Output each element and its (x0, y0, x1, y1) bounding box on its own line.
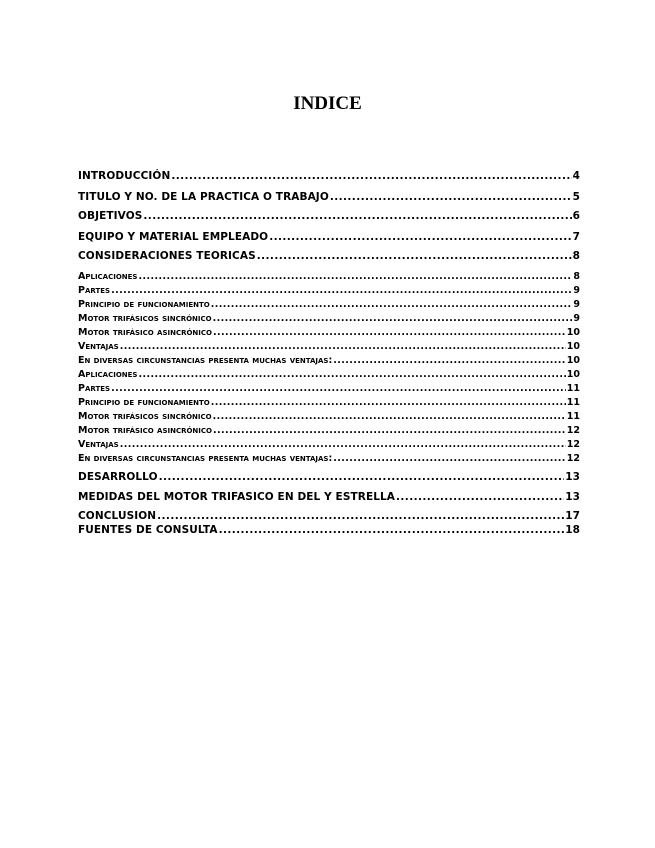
toc-entry-label: FUENTES DE CONSULTA (78, 524, 218, 536)
toc-page-number: 7 (572, 231, 580, 243)
toc-page-number: 10 (566, 341, 580, 352)
toc-page-number: 13 (565, 491, 580, 503)
toc-leader-dots (213, 411, 566, 422)
toc-leader-dots (138, 369, 565, 380)
toc-leader-dots (111, 383, 566, 394)
toc-entry-label: Principio de funcionamiento (78, 299, 210, 310)
toc-entry-label: Motor trifásico asincrónico (78, 327, 212, 338)
toc-entry-label: CONSIDERACIONES TEORICAS (78, 250, 256, 262)
toc-entry-motor-asincronico[interactable] (78, 327, 580, 338)
toc-entry-objetivos[interactable] (78, 210, 580, 222)
toc-entry-consideraciones[interactable] (78, 250, 580, 262)
toc-entry-medidas[interactable] (78, 491, 580, 503)
document-title: INDICE (293, 93, 362, 114)
toc-entry-label: En diversas circunstancias presenta muchas ventajas: (78, 355, 333, 366)
toc-leader-dots (333, 453, 566, 464)
toc-page-number: 8 (573, 271, 580, 282)
toc-leader-dots (211, 397, 566, 408)
toc-entry-label: CONCLUSION (78, 510, 157, 522)
toc-leader-dots (138, 271, 572, 282)
toc-page-number: 17 (565, 510, 580, 522)
toc-page-number: 11 (566, 411, 580, 422)
toc-leader-dots (171, 170, 571, 182)
toc-entry-label: OBJETIVOS (78, 210, 143, 222)
toc-entry-motor-sincronico[interactable] (78, 313, 580, 324)
toc-entry-label: Aplicaciones (78, 271, 138, 282)
toc-leader-dots (257, 250, 572, 262)
toc-page-number: 9 (573, 285, 580, 296)
toc-entry-circunstancias-2[interactable] (78, 453, 580, 464)
toc-entry-label: Principio de funcionamiento (78, 397, 210, 408)
toc-leader-dots (211, 299, 573, 310)
toc-entry-label: Aplicaciones (78, 369, 138, 380)
toc-page-number: 18 (565, 524, 580, 536)
toc-entry-principio-2[interactable] (78, 397, 580, 408)
toc-entry-label: En diversas circunstancias presenta muchas ventajas: (78, 453, 333, 464)
toc-leader-dots (333, 355, 566, 366)
toc-entry-principio[interactable] (78, 299, 580, 310)
toc-entry-label: Motor trifásicos sincrónico (78, 411, 212, 422)
toc-entry-label: Ventajas (78, 439, 119, 450)
toc-entry-conclusion[interactable] (78, 510, 580, 522)
toc-entry-label: MEDIDAS DEL MOTOR TRIFASICO EN DEL Y ESTRELLA (78, 491, 396, 503)
toc-leader-dots (213, 313, 573, 324)
toc-leader-dots (330, 191, 572, 203)
toc-leader-dots (213, 327, 566, 338)
toc-entry-motor-sincronico-2[interactable] (78, 411, 580, 422)
toc-entry-aplicaciones-2[interactable] (78, 369, 580, 380)
toc-page-number: 12 (566, 453, 580, 464)
toc-leader-dots (111, 285, 572, 296)
toc-page-number: 6 (572, 210, 580, 222)
toc-entry-desarrollo[interactable] (78, 471, 580, 483)
toc-leader-dots (120, 341, 566, 352)
toc-leader-dots (396, 491, 564, 503)
toc-page-number: 10 (566, 327, 580, 338)
toc-entry-equipo[interactable] (78, 231, 580, 243)
toc-leader-dots (143, 210, 571, 222)
toc-entry-label: Ventajas (78, 341, 119, 352)
toc-leader-dots (120, 439, 566, 450)
toc-entry-label: Partes (78, 383, 111, 394)
toc-page-number: 4 (572, 170, 580, 182)
toc-leader-dots (159, 471, 565, 483)
toc-page-number: 5 (572, 191, 580, 203)
toc-entry-introduccion[interactable] (78, 170, 580, 182)
toc-page-number: 8 (572, 250, 580, 262)
toc-entry-label: INTRODUCCIÓN (78, 170, 171, 182)
toc-page-number: 10 (566, 355, 580, 366)
toc-entry-titulo[interactable] (78, 191, 580, 203)
toc-page-number: 9 (573, 299, 580, 310)
toc-entry-label: TITULO Y NO. DE LA PRACTICA O TRABAJO (78, 191, 329, 203)
toc-page-number: 12 (566, 425, 580, 436)
toc-leader-dots (269, 231, 571, 243)
toc-leader-dots (219, 524, 565, 536)
toc-entry-label: Motor trifásico asincrónico (78, 425, 212, 436)
toc-entry-label: Motor trifásicos sincrónico (78, 313, 212, 324)
toc-page-number: 13 (565, 471, 580, 483)
toc-entry-partes[interactable] (78, 285, 580, 296)
toc-page-number: 11 (566, 397, 580, 408)
toc-page-number: 12 (566, 439, 580, 450)
toc-entry-motor-asincronico-2[interactable] (78, 425, 580, 436)
toc-entry-aplicaciones[interactable] (78, 271, 580, 282)
toc-entry-ventajas-2[interactable] (78, 439, 580, 450)
toc-entry-label: Partes (78, 285, 111, 296)
toc-entry-circunstancias[interactable] (78, 355, 580, 366)
toc-page-number: 11 (566, 383, 580, 394)
toc-page-number: 10 (566, 369, 580, 380)
toc-page-number: 9 (573, 313, 580, 324)
toc-entry-partes-2[interactable] (78, 383, 580, 394)
toc-entry-label: EQUIPO Y MATERIAL EMPLEADO (78, 231, 269, 243)
toc-leader-dots (157, 510, 564, 522)
toc-entry-fuentes[interactable] (78, 524, 580, 536)
toc-leader-dots (213, 425, 566, 436)
toc-entry-ventajas[interactable] (78, 341, 580, 352)
toc-entry-label: DESARROLLO (78, 471, 158, 483)
